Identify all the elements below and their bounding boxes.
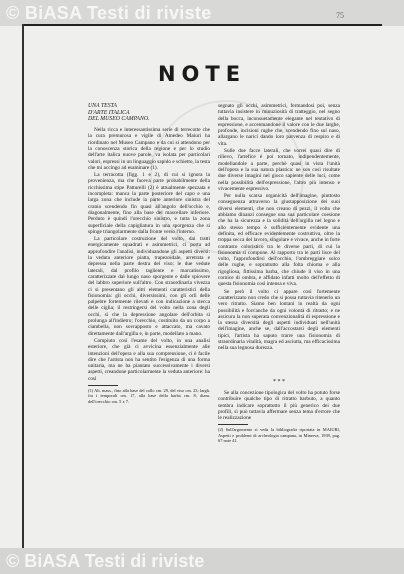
left-rule: [22, 24, 24, 549]
paragraph: Sulle due facce laterali, che vorrei quasi dire di rilievo, l'artefice è poi tornato, indipendentemente, modellandole a parte, perchè quasi in vista l'unità dell'opera e la sua natura plastica: ne son così risultate due diverse imagini nel gioco sapiente delle luci, come nella possibilità dell'espressione, l'altro più intenso e vivacemente espressivo.: [218, 148, 340, 192]
paragraph: Se alla concezione tipologica del volto ha potuto forse contribuire qualche tipo di ritratto barbuto, a quanto sembra indicare soprattutto il più generico dei due profili, sì può tuttavia affermare senza tema d'errore che le realizzazione: [218, 390, 340, 422]
paragraph: Se però il volto ci appare così fortemente caratterizzato non credo che si possa tuttavia ritenerlo un vero ritratto. Siamo ben lontani in realtà da ogni possibilità e fors'anche da ogni volontà di ritratto; e ne assicura la non superata convenzionalità di espressione e la stessa diversità degli aspetti individuati nell'unità dell'imagine, anche se, dall'accostarsi degli elementi tipici, l'artista ha saputo trarre una fisionomia di straordinaria vitalità, magra ed asciutta, ma efficacissima nella sua legnosa durezza.: [218, 288, 340, 352]
page-heading: NOTE: [157, 62, 247, 86]
paragraph: Nella ricca e interessantissima serie di terrecotte che la cura premurosa e vigile di Amedeo Maiuri ha riordinato nel Museo Campano e da cui si attendono per la conoscenza storica della regione e per lo studio dell'arte italica nuove parole, va isolata per particolari valori, espressi in un linguaggio sapido e schietto, la testa che mi accingo ad esaminare (1).: [88, 127, 210, 171]
footnote: (2) Sull'argomento si veda la bibliografia riportata in MAIURI, Aspetti e problemi di archeologia campana, in Minerva, 1939, pag. 67 note 41.: [218, 427, 340, 444]
footnote-rule: [88, 385, 118, 386]
section-title: UNA TESTA D'ARTE ITALICA DEL MUSEO CAMPANO.: [88, 103, 150, 123]
left-column: [88, 103, 210, 404]
footnote-rule: [218, 424, 248, 425]
paragraph: segnato gli occhi, asimmetrici, fermandosi poi, senza tuttavia insistere in minuziosità di tratteggio, nel segno della bocca, inconsuetamente elegante nel tentativo di espressione, e accentuandone il valore con le due larghe, profonde, incisioni rughe che, scendendo fino sul naso, allargano le narici dando loro parvenza di respiro e di vita.: [218, 103, 340, 147]
right-column-lower: [218, 390, 340, 444]
watermark-top: © BiASA Testi di riviste: [0, 0, 404, 26]
section-separator: * * *: [273, 379, 285, 385]
footnote: (1) Alt. mass., fino alla base del collo cm. 29, del viso cm. 23; largh. fra i temporali cm. 17, alla base della barba cm. 8; diam. dell'orecchio cm. 5 x 7.: [88, 387, 210, 404]
page-number: 75: [336, 11, 344, 20]
paragraph: Per nulla scarsa organicità dell'imagine, piuttosto conseguenza attraverso la giustapposizione dei suoi diversi elementi, che non creano di pezzi, il volto che abbiamo dinanzi consegue una sua particolare coesione che ha la sicurezza e la solidità dell'argilla nel legno e allo stesso tempo è sufficientemente evidente una definita, ed efficace evidentemente costruttiva, oltre la troppa secca del lavoro, singolare e vivace, anche in forte contrasto coloristico tra le diverse parti, di cui la fisionomia si compone. Al rapporto tra le parti lisce del volto, l'approfondirsi dell'occhio, l'ombreggiare solco delle rughe, e soprattutto alla folta chioma e alla rigogliosa, fittissima barba, che chiude il viso in una cornice di ombra, e affidato infatti molto dell'effetto di questa fisionomia così intensa e viva.: [218, 193, 340, 288]
paragraph: La particolare costruzione del volto, dai tratti energicamente squadrati e asimmetrici, ci porta ad approfondire l'analisi, individuandone gli aspetti diversi: la veduta anteriore piatta, trapezoidale, arretrata e depressa nella parte destra del viso; le due vedute laterali, dal profilo tagliente e marcatissimo, caratterizzate dal lungo naso sporgente e dalle spiovere del labbro superiore sull'altro. Con straordinaria vivezza ci si presentano gli altri elementi caratteristici della fisionomia: gli occhi, diversissimi, con gli orli delle palpebre fortemente rilevati e con indicazione a stecca delle ciglia; il restringersi del volto nella zona degli occhi, sì che la depressione angolare dell'orbita si prolunga all'indietro; l'orecchio, costituito da un corpo a ciambella, non sovrapposto e attaccato, ma cavato direttamente dall'argilla e, in parte, modellato a mano.: [88, 236, 210, 337]
top-rule: [22, 24, 382, 26]
watermark-bottom: © BiASA Testi di riviste: [0, 548, 404, 574]
right-column: [218, 103, 340, 353]
paragraph: La terracotta (figg. 1 e 2), di cui si ignora la provenienza, ma che faceva parte probabilmente della ricchissima stipe Patturelli (2) è attualmente spezzata e incompleta: manca la parte posteriore del capo e una larga zona che include la parte anteriore sinistra del cranio scendendo fin quasi all'angolo dell'occhio e, diagonalmente, fino alla base del mascellare inferiore. Perduto è quindi l'orecchio sinistro, e tutta la zona superficiale della capigliatura in una sporgenza che si spinge triangolarmente dalla fronte verso l'interno.: [88, 172, 210, 235]
paragraph: Compiuto così l'esame del volto, in una analisi esteriore, che già ci avvicina essenzialmente alle intenzioni dell'opera e alla sua comprensione, ci è facile dire che l'artista non ha sentito l'esigenza di una forma unitaria, ma ne ha piantato successivamente i diversi aspetti, creandone particolarmente la veduta anteriore: ha così: [88, 337, 210, 382]
